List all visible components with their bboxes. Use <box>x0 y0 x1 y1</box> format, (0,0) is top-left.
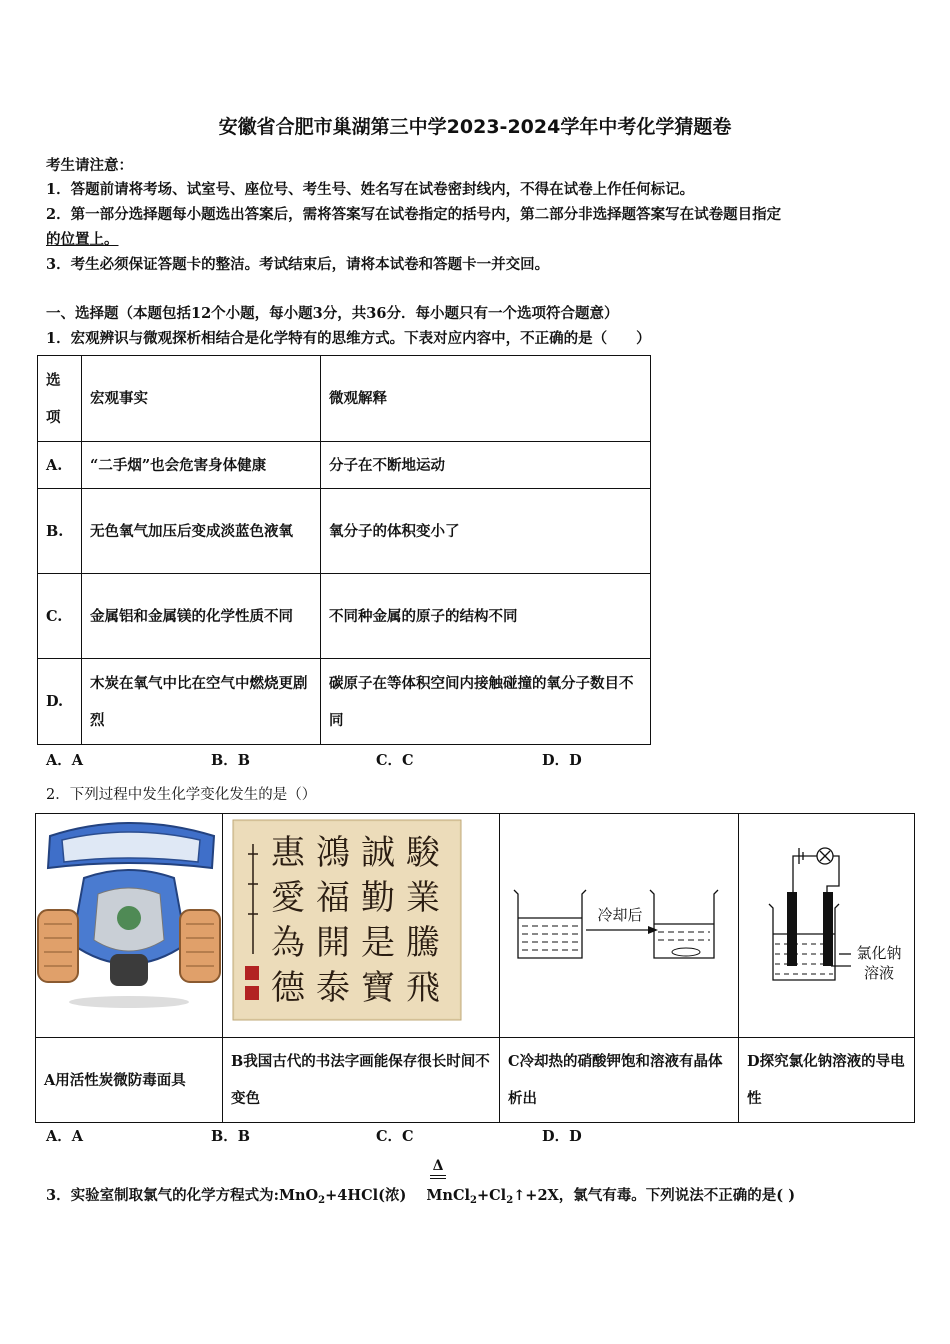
calligraphy-char: 寶 <box>361 968 395 1008</box>
table-row <box>38 489 651 574</box>
answer-option[interactable]: A．A <box>46 752 84 769</box>
reaction-condition: Δ <box>430 1158 446 1179</box>
seal-icon <box>245 966 259 980</box>
page-title: 安徽省合肥市巢湖第三中学2023-2024学年中考化学猜题卷 <box>218 116 732 138</box>
calligraphy-char: 開 <box>316 923 350 963</box>
calligraphy-char: 誠 <box>361 833 395 873</box>
electrolysis-icon <box>739 814 913 1033</box>
header-option: 选项 <box>38 356 82 442</box>
electrode-icon <box>787 892 797 966</box>
calligraphy-char: 騰 <box>406 923 440 963</box>
cooling-label: 冷却后 <box>597 906 643 924</box>
row-fact: 金属铝和金属镁的化学性质不同 <box>82 574 321 659</box>
calligraphy-char: 泰 <box>316 968 350 1008</box>
calligraphy-char: 德 <box>271 968 305 1008</box>
caption-d: D探究氯化钠溶液的导电性 <box>739 1038 915 1123</box>
row-fact: 木炭在氧气中比在空气中燃烧更剧烈 <box>82 659 321 745</box>
cooling-diagram <box>500 814 739 1038</box>
caption-a: A用活性炭微防毒面具 <box>36 1038 223 1123</box>
question-3-stem: 3．实验室制取氯气的化学方程式为:MnO$_2$+4HCl(浓) $MnCl_2+Cl_2↑+2X$，氯气有毒。下列说法不正确的是( ) <box>46 1187 796 1206</box>
row-option: C. <box>38 574 82 659</box>
table-row <box>38 659 651 745</box>
section-heading: 一、选择题（本题包括12个小题，每小题3分，共36分．每小题只有一个选项符合题意） <box>46 305 619 322</box>
notice-item-2: 2．第一部分选择题每小题选出答案后，需将答案写在试卷指定的括号内，第二部分非选择题答案写在试卷题目指定 <box>46 206 782 223</box>
caption-c: C冷却热的硝酸钾饱和溶液有晶体析出 <box>500 1038 739 1123</box>
question-1-table <box>37 355 651 745</box>
row-fact: “二手烟”也会危害身体健康 <box>82 442 321 489</box>
calligraphy-scroll-icon <box>223 814 499 1033</box>
calligraphy-char: 愛 <box>271 878 305 918</box>
calligraphy-char: 業 <box>406 878 440 918</box>
answer-option[interactable]: B．B <box>211 1128 251 1145</box>
header-explanation: 微观解释 <box>321 356 651 442</box>
calligraphy-char: 福 <box>316 878 350 918</box>
question-2-stem: 2．下列过程中发生化学变化发生的是（） <box>46 787 317 803</box>
answer-option[interactable]: B．B <box>211 752 251 769</box>
calligraphy-char: 惠 <box>271 833 305 873</box>
answer-option[interactable]: C．C <box>376 1128 414 1145</box>
calligraphy-char: 鴻 <box>316 833 350 873</box>
row-explanation: 氧分子的体积变小了 <box>321 489 651 574</box>
row-option: B. <box>38 489 82 574</box>
solution-label-line2: 溶液 <box>863 964 895 982</box>
notice-item-2-cont: 的位置上。 <box>46 231 119 248</box>
row-option: D. <box>38 659 82 745</box>
question-2-table <box>35 813 915 1123</box>
seal-icon <box>245 986 259 1000</box>
row-explanation: 分子在不断地运动 <box>321 442 651 489</box>
beaker-cooling-icon <box>500 814 738 1033</box>
answer-option[interactable]: D．D <box>542 752 582 769</box>
notice-header: 考生请注意： <box>46 157 133 174</box>
calligraphy-image <box>223 814 500 1038</box>
caption-b: B我国古代的书法字画能保存很长时间不变色 <box>223 1038 500 1123</box>
calligraphy-char: 為 <box>271 923 305 963</box>
row-fact: 无色氧气加压后变成淡蓝色液氧 <box>82 489 321 574</box>
table-row <box>38 442 651 489</box>
gas-mask-image <box>36 814 223 1038</box>
notice-item-1: 1．答题前请将考场、试室号、座位号、考生号、姓名写在试卷密封线内，不得在试卷上作任何标记。 <box>46 181 695 198</box>
electrode-icon <box>823 892 833 966</box>
notice-item-3: 3．考生必须保证答题卡的整洁。考试结束后，请将本试卷和答题卡一并交回。 <box>46 256 550 273</box>
row-explanation: 碳原子在等体积空间内接触碰撞的氧分子数目不同 <box>321 659 651 745</box>
calligraphy-char: 勤 <box>361 878 395 918</box>
header-fact: 宏观事实 <box>82 356 321 442</box>
calligraphy-char: 駿 <box>406 833 440 873</box>
calligraphy-char: 是 <box>361 923 395 963</box>
row-option: A. <box>38 442 82 489</box>
solution-label-line1: 氯化钠 <box>856 944 902 962</box>
conductivity-diagram <box>739 814 915 1038</box>
answer-option[interactable]: A．A <box>46 1128 84 1145</box>
answer-option[interactable]: D．D <box>542 1128 582 1145</box>
calligraphy-char: 飛 <box>406 968 440 1008</box>
gas-mask-icon <box>36 814 222 1033</box>
row-explanation: 不同种金属的原子的结构不同 <box>321 574 651 659</box>
question-1-stem: 1．宏观辨识与微观探析相结合是化学特有的思维方式。下表对应内容中，不正确的是（ ） <box>46 330 651 347</box>
table-row <box>38 574 651 659</box>
answer-option[interactable]: C．C <box>376 752 414 769</box>
